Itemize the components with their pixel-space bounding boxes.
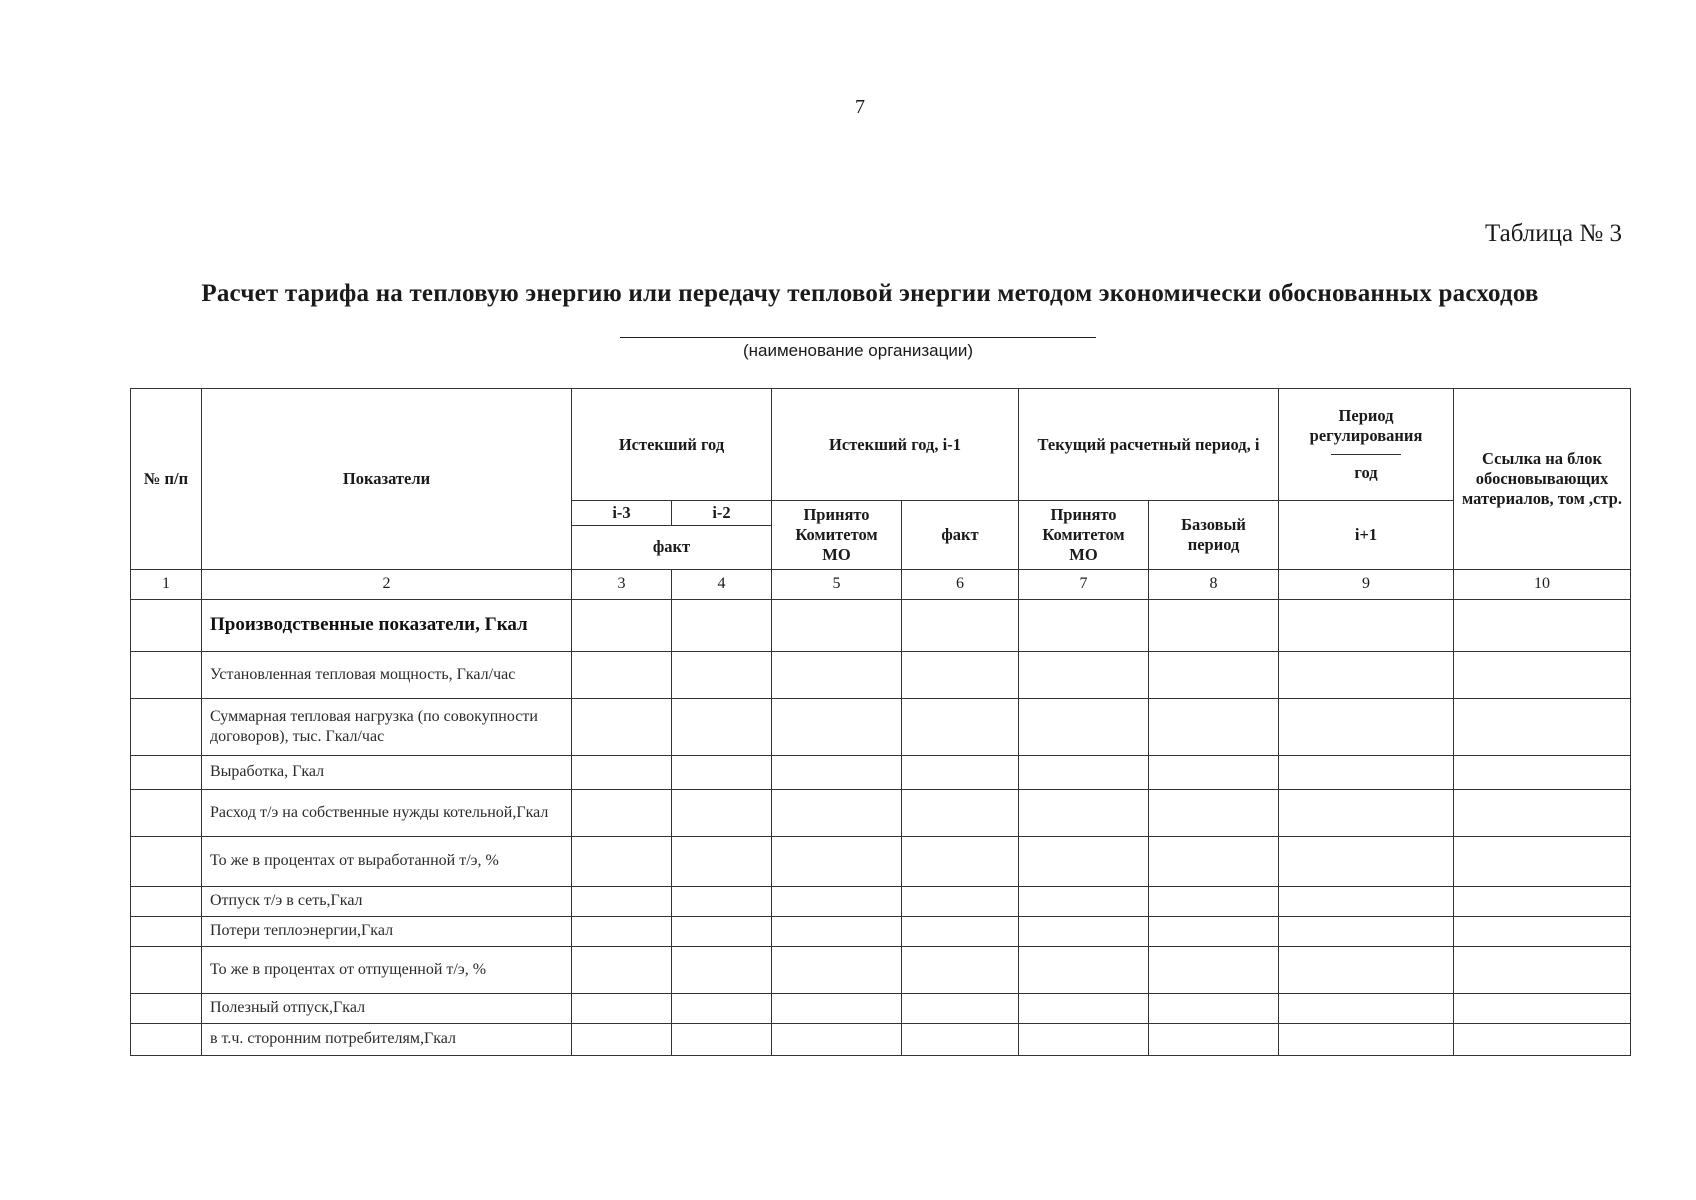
indicator-label: Суммарная тепловая нагрузка (по совокупности договоров), тыс. Гкал/час: [202, 698, 572, 755]
table-cell: [772, 916, 902, 946]
table-cell: [672, 836, 772, 886]
table-cell: [131, 993, 202, 1023]
table-cell: [1149, 1023, 1279, 1055]
table-cell: [572, 1023, 672, 1055]
regulation-year: год: [1331, 454, 1401, 483]
table-cell: [1279, 916, 1454, 946]
organization-name-line: [620, 337, 1096, 338]
table-cell: [902, 946, 1019, 993]
indicator-label: Расход т/э на собственные нужды котельной,Гкал: [202, 789, 572, 836]
table-cell: [131, 599, 202, 651]
indicator-label: Выработка, Гкал: [202, 755, 572, 789]
regulation-period-title: Период регулирования: [1309, 406, 1423, 446]
table-cell: [131, 698, 202, 755]
header-expired-year: Истекший год: [572, 389, 772, 501]
table-cell: [131, 916, 202, 946]
table-cell: [1279, 946, 1454, 993]
document-title: Расчет тарифа на тепловую энергию или передачу тепловой энергии методом экономически обоснованных расходов: [201, 280, 1539, 307]
table-cell: [1149, 946, 1279, 993]
table-cell: [131, 755, 202, 789]
header-regulation-period: [1279, 389, 1454, 501]
table-cell: [1019, 755, 1149, 789]
table-cell: [672, 755, 772, 789]
table-cell: [131, 789, 202, 836]
table-row: [131, 698, 1631, 755]
table-cell: [1279, 886, 1454, 916]
table-cell: [1279, 698, 1454, 755]
header-current-period: Текущий расчетный период, i: [1019, 389, 1279, 501]
table-cell: [572, 916, 672, 946]
table-row: [131, 916, 1631, 946]
table-cell: [1019, 836, 1149, 886]
table-cell: [572, 789, 672, 836]
header-accepted-current: Принято Комитетом МО: [1019, 501, 1149, 570]
table-cell: [1454, 1023, 1631, 1055]
tariff-calculation-table: [130, 388, 1631, 1056]
table-cell: [1454, 651, 1631, 698]
data-rows: [131, 599, 1631, 1055]
indicator-label: Потери теплоэнергии,Гкал: [202, 916, 572, 946]
header-reference: Ссылка на блок обосновывающих материалов, том ,стр.: [1454, 389, 1631, 570]
table-cell: [672, 789, 772, 836]
table-cell: [1279, 993, 1454, 1023]
table-row: [131, 651, 1631, 698]
header-accepted-i1: Принято Комитетом МО: [772, 501, 902, 570]
organization-caption: (наименование организации): [742, 341, 974, 360]
table-cell: [1019, 946, 1149, 993]
header-i-plus-1: i+1: [1279, 501, 1454, 570]
table-row: [131, 755, 1631, 789]
table-cell: [1279, 789, 1454, 836]
column-number: 7: [1019, 569, 1149, 599]
page-number: 7: [855, 96, 865, 118]
table-cell: [1454, 946, 1631, 993]
table-cell: [1149, 916, 1279, 946]
table-cell: [131, 886, 202, 916]
table-cell: [902, 755, 1019, 789]
header-expired-year-i1: Истекший год, i-1: [772, 389, 1019, 501]
indicator-label: в т.ч. сторонним потребителям,Гкал: [202, 1023, 572, 1055]
indicator-label: То же в процентах от отпущенной т/э, %: [202, 946, 572, 993]
table-cell: [1454, 836, 1631, 886]
table-cell: [772, 993, 902, 1023]
table-cell: [131, 836, 202, 886]
table-cell: [572, 755, 672, 789]
table-cell: [1454, 993, 1631, 1023]
table-cell: [131, 1023, 202, 1055]
table-cell: [1019, 599, 1149, 651]
table-cell: [1019, 916, 1149, 946]
table-cell: [672, 651, 772, 698]
table-row: [131, 836, 1631, 886]
table-cell: [672, 1023, 772, 1055]
table-cell: [572, 651, 672, 698]
table-cell: [672, 599, 772, 651]
table-cell: [672, 946, 772, 993]
table-row: [131, 946, 1631, 993]
table-cell: [772, 698, 902, 755]
column-number: 5: [772, 569, 902, 599]
table-row: [131, 599, 1631, 651]
column-number: 4: [672, 569, 772, 599]
table-cell: [1019, 651, 1149, 698]
table-cell: [572, 946, 672, 993]
table-cell: [1019, 1023, 1149, 1055]
table-cell: [131, 651, 202, 698]
table-label: Таблица № 3: [1484, 220, 1622, 247]
table-row: [131, 886, 1631, 916]
table-cell: [772, 1023, 902, 1055]
table-cell: [772, 599, 902, 651]
table-cell: [572, 836, 672, 886]
table-cell: [672, 886, 772, 916]
table-cell: [902, 698, 1019, 755]
table-cell: [572, 886, 672, 916]
table-cell: [772, 789, 902, 836]
table-cell: [1149, 789, 1279, 836]
table-cell: [902, 1023, 1019, 1055]
indicator-label: Отпуск т/э в сеть,Гкал: [202, 886, 572, 916]
table-cell: [1454, 886, 1631, 916]
table-cell: [902, 651, 1019, 698]
table-cell: [1149, 599, 1279, 651]
table-cell: [772, 886, 902, 916]
indicator-label: Полезный отпуск,Гкал: [202, 993, 572, 1023]
header-indicators: Показатели: [202, 389, 572, 570]
table-cell: [902, 993, 1019, 1023]
table-row: [131, 993, 1631, 1023]
indicator-label: Установленная тепловая мощность, Гкал/час: [202, 651, 572, 698]
table-cell: [902, 599, 1019, 651]
column-number-row: [131, 569, 1631, 599]
table-cell: [772, 755, 902, 789]
table-cell: [131, 946, 202, 993]
table-cell: [1149, 886, 1279, 916]
table-cell: [572, 698, 672, 755]
table-cell: [1149, 698, 1279, 755]
table-cell: [1149, 836, 1279, 886]
table-cell: [1149, 651, 1279, 698]
table-cell: [902, 886, 1019, 916]
table-cell: [1149, 755, 1279, 789]
table-cell: [902, 836, 1019, 886]
table-cell: [1454, 789, 1631, 836]
table-cell: [572, 993, 672, 1023]
table-cell: [672, 993, 772, 1023]
table-cell: [1019, 886, 1149, 916]
table-cell: [1019, 789, 1149, 836]
table-cell: [1454, 755, 1631, 789]
table-row: [131, 789, 1631, 836]
table-cell: [1019, 993, 1149, 1023]
header-i3: i-3: [572, 501, 672, 526]
table-cell: [1454, 698, 1631, 755]
table-cell: [1279, 755, 1454, 789]
table-cell: [1454, 599, 1631, 651]
indicator-label: То же в процентах от выработанной т/э, %: [202, 836, 572, 886]
table-row: [131, 1023, 1631, 1055]
table-cell: [902, 916, 1019, 946]
table-cell: [772, 946, 902, 993]
header-num: № п/п: [131, 389, 202, 570]
header-fact-i1: факт: [902, 501, 1019, 570]
column-number: 9: [1279, 569, 1454, 599]
header-i2: i-2: [672, 501, 772, 526]
table-cell: [672, 916, 772, 946]
header-base-period: Базовый период: [1149, 501, 1279, 570]
table-cell: [902, 789, 1019, 836]
column-number: 10: [1454, 569, 1631, 599]
column-number: 8: [1149, 569, 1279, 599]
table-cell: [1279, 599, 1454, 651]
table-cell: [772, 836, 902, 886]
column-number: 2: [202, 569, 572, 599]
table-cell: [1279, 651, 1454, 698]
table-cell: [1454, 916, 1631, 946]
table-cell: [672, 698, 772, 755]
table-cell: [1279, 1023, 1454, 1055]
column-number: 3: [572, 569, 672, 599]
table-cell: [1279, 836, 1454, 886]
indicator-label: Производственные показатели, Гкал: [202, 599, 572, 651]
column-number: 1: [131, 569, 202, 599]
table-cell: [772, 651, 902, 698]
column-number: 6: [902, 569, 1019, 599]
header-fact-expired: факт: [572, 525, 772, 569]
table-cell: [1149, 993, 1279, 1023]
table-cell: [1019, 698, 1149, 755]
table-cell: [572, 599, 672, 651]
